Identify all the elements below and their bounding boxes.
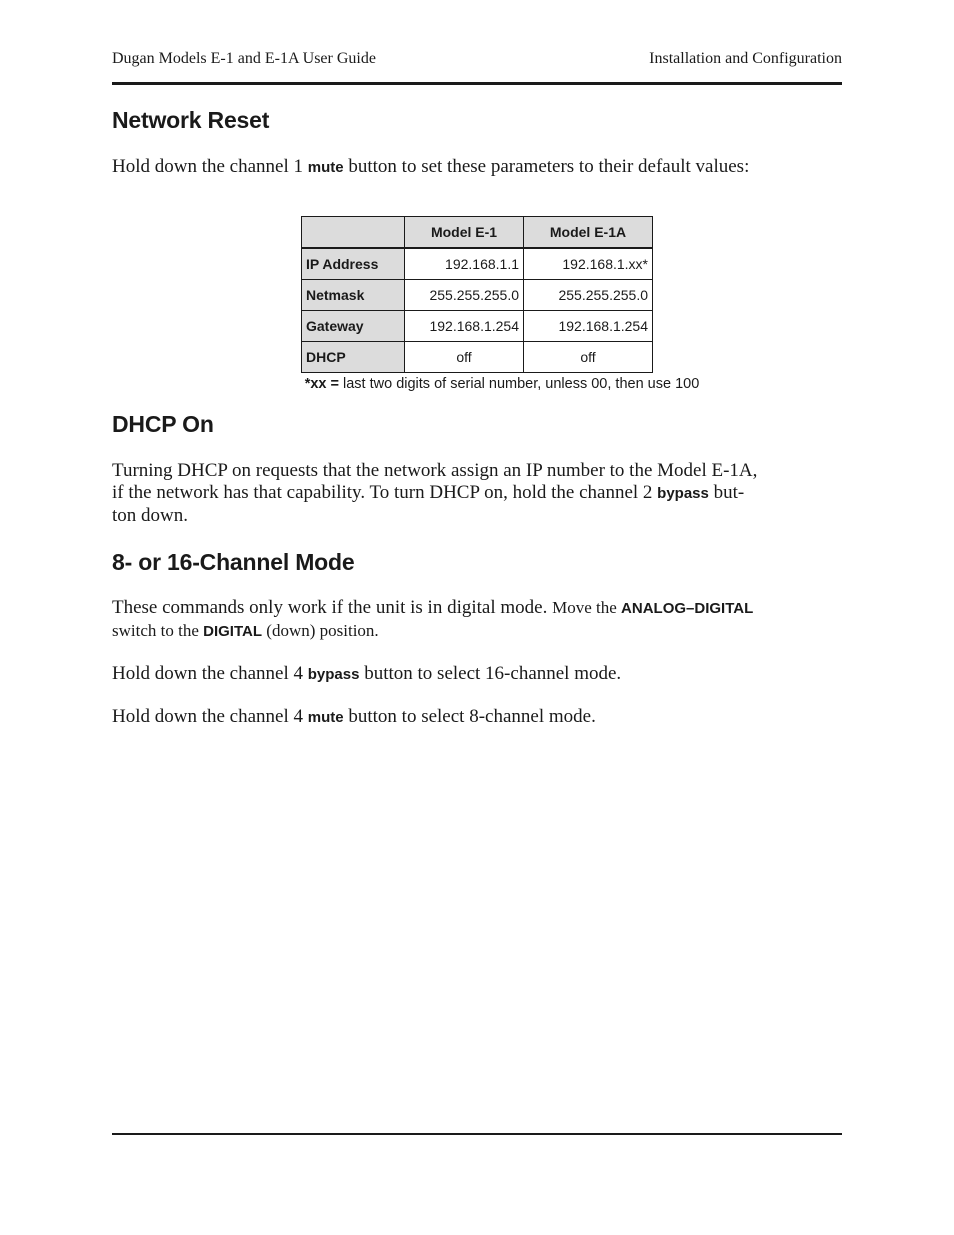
dhcp-paragraph xyxy=(112,460,847,527)
header-doc-title: Dugan Models E-1 and E-1A User Guide xyxy=(112,50,376,67)
cell-e1: 255.255.255.0 xyxy=(405,280,524,311)
network-reset-paragraph xyxy=(112,156,847,179)
text-run: switch to the xyxy=(112,621,204,640)
header-rule xyxy=(112,82,842,85)
text-run: if the network has that capability. To turn DHCP on, hold the channel 2 xyxy=(112,482,658,503)
mute-key-label: mute xyxy=(307,159,344,176)
row-label: IP Address xyxy=(302,248,405,280)
cell-e1: off xyxy=(405,342,524,373)
footnote-key: *xx = xyxy=(304,376,339,392)
heading-network-reset: Network Reset xyxy=(112,107,270,133)
text-run: Hold down the channel 1 xyxy=(112,156,308,177)
text-run: Move the xyxy=(552,598,622,617)
footer-rule xyxy=(112,1133,842,1135)
channel-mode-paragraph-3 xyxy=(112,706,847,729)
table-header-row xyxy=(302,217,653,249)
heading-dhcp-on: DHCP On xyxy=(112,411,214,437)
analog-digital-switch-label: ANALOG–DIGITAL xyxy=(621,600,754,617)
running-header xyxy=(112,50,842,72)
cell-e1: 192.168.1.254 xyxy=(405,311,524,342)
cell-e1a: 192.168.1.xx* xyxy=(524,248,653,280)
text-run: Hold down the channel 4 xyxy=(112,706,308,727)
table-row xyxy=(302,311,653,342)
digital-position-label: DIGITAL xyxy=(203,623,263,640)
header-chapter-title: Installation and Configuration xyxy=(649,50,842,67)
table-row xyxy=(302,342,653,373)
mute-key-label: mute xyxy=(307,709,344,726)
text-run: button to set these parameters to their default values: xyxy=(343,156,750,177)
text-run: button to select 8-channel mode. xyxy=(343,706,596,727)
text-run: but- xyxy=(708,482,745,503)
cell-e1a: 255.255.255.0 xyxy=(524,280,653,311)
row-label: DHCP xyxy=(302,342,405,373)
table-row xyxy=(302,248,653,280)
cell-e1: 192.168.1.1 xyxy=(405,248,524,280)
bypass-key-label: bypass xyxy=(657,485,709,502)
bypass-key-label: bypass xyxy=(307,666,360,683)
table-header-model-e1a: Model E-1A xyxy=(524,217,653,249)
table-header-blank xyxy=(302,217,405,249)
text-run: button to select 16-channel mode. xyxy=(359,663,622,684)
table-row xyxy=(302,280,653,311)
text-run: Hold down the channel 4 xyxy=(112,663,308,684)
text-run: Turning DHCP on requests that the network assign an IP number to the Model E-1A, xyxy=(112,460,758,481)
row-label: Gateway xyxy=(302,311,405,342)
channel-mode-paragraph-1 xyxy=(112,597,847,643)
text-run: ton down. xyxy=(112,505,188,526)
heading-channel-mode: 8- or 16-Channel Mode xyxy=(112,549,355,575)
channel-mode-paragraph-2 xyxy=(112,663,847,686)
table-header-model-e1: Model E-1 xyxy=(405,217,524,249)
cell-e1a: off xyxy=(524,342,653,373)
text-run: (down) position. xyxy=(262,621,379,640)
footnote-text: last two digits of serial number, unless 00, then use 100 xyxy=(338,376,700,392)
network-defaults-table xyxy=(301,216,653,373)
table-footnote xyxy=(112,376,892,392)
text-run: These commands only work if the unit is in digital mode. xyxy=(112,597,553,618)
row-label: Netmask xyxy=(302,280,405,311)
cell-e1a: 192.168.1.254 xyxy=(524,311,653,342)
